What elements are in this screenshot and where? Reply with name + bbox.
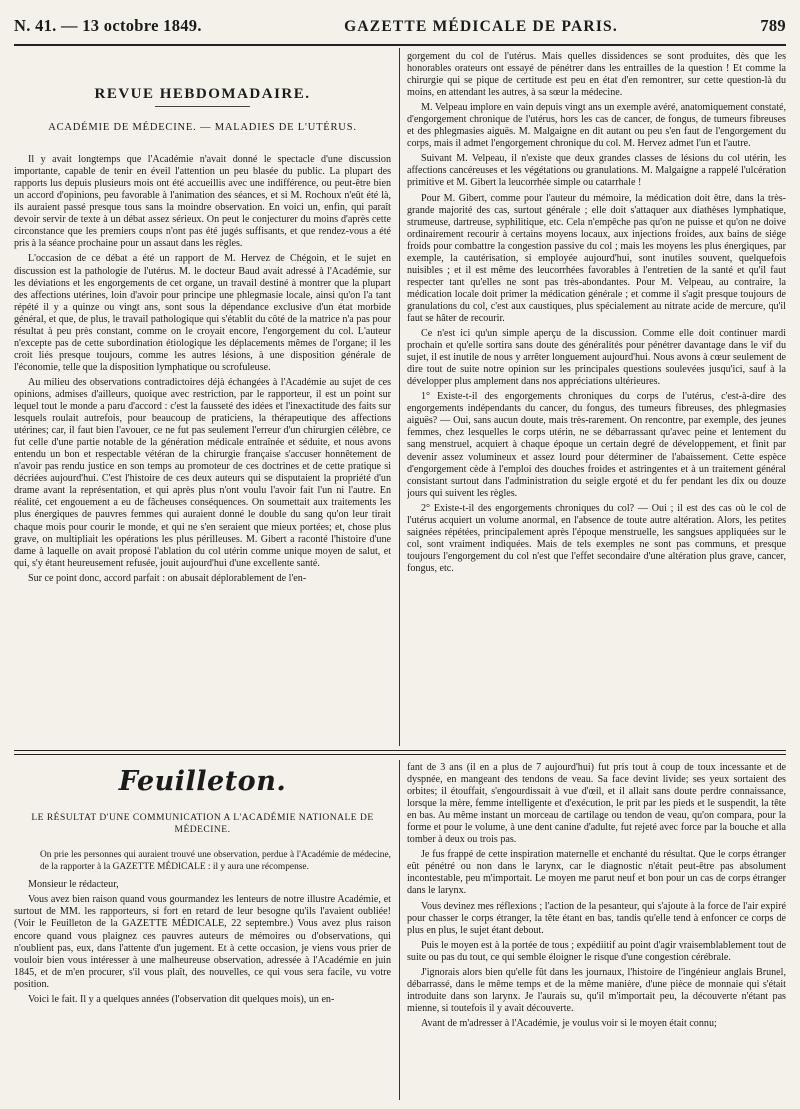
revue-paragraph-8: Pour M. Gibert, comme pour l'auteur du mémoire, la médication doit être, dans la très-grande majorité des cas, surtout générale ; elle doit s'attaquer aux diathèses lymphatique, strumeuse, dartreuse, syphilitique, etc. Cela n'empêche pas qu'on ne puisse et qu'on ne doive ordinairement recourir à certains moyens locaux, aux injections froides, aux bains de siége froids pour combattre la congestion passive du col ; mais les moyens les plus énergiques, par exemple, la cautérisation, si employée aujourd'hui, sont inutiles souvent, quelquefois nuisibles ; et il est même des leucorrhées favorables à l'entretien de la santé et qu'il faut respecter tant qu'elles ne sont pas très-abondantes. Pour M. Velpeau, au contraire, la médication locale doit primer la médication générale ; et comme il s'agit presque toujours de granulations du col, c'est aux caustiques, plus spécialement au nitrate acide de mercure, qu'il faut se hâter de recourir.: [407, 192, 786, 324]
feuilleton-notice: On prie les personnes qui auraient trouvé une observation, perdue à l'Académie de médecine, de la rapporter à la GAZETTE MÉDICALE : il y aura une récompense.: [40, 850, 391, 872]
revue-paragraph-9: Ce n'est ici qu'un simple aperçu de la discussion. Comme elle doit continuer mardi prochain et qu'elle sortira sans doute des généralités pour pénétrer davantage dans le vif du sujet, il est inutile de nous y arrêter longuement aujourd'hui. Nous avons à cœur seulement de dire tout de suite notre opinion sur les principales questions soulevées jusqu'ici, sauf à la développer plus amplement dans nos appréciations ultérieures.: [407, 328, 786, 388]
revue-subtitle: ACADÉMIE DE MÉDECINE. — MALADIES DE L'UTÉRUS.: [48, 122, 357, 134]
revue-paragraph-10: 1° Existe-t-il des engorgements chroniques du corps de l'utérus, c'est-à-dire des engorgements indépendants du cancer, du fongus, des tumeurs fibreuses, des phlegmasies aiguës? — Oui, sans aucun doute, mais très-rarement. On rencontre, par exemple, des jeunes femmes, chez lesquelles le corps utérin, ne se débarrassant qu'avec peine et lentement du sang menstruel, acquiert à chaque époque un certain degré de développement, et finit par devenir assez volumineux et assez lourd pour déterminer de l'abaissement. Cette espèce d'engorgement cède à l'emploi des douches froides et astringentes et à un traitement général consistant surtout dans l'administration du seigle ergoté et du fer pendant les dix ou douze jours qui suivent les règles.: [407, 391, 786, 499]
journal-title: GAZETTE MÉDICALE DE PARIS.: [344, 18, 618, 35]
revue-paragraph-2: L'occasion de ce débat a été un rapport de M. Hervez de Chégoin, et le sujet en discussion est la pathologie de l'utérus. M. le docteur Baud avait adressé à l'Académie, sur les déviations et les engorgements de cet organe, un travail destiné à montrer que la plupart des affections utérines, loin d'avoir pour principe une phlegmasie locale, ainsi qu'on l'a tant répété il y a quinze ou vingt ans, sont sous la dépendance exclusive d'un état morbide général, et que, de plus, le travail pathologique qui s'établit du côté de la matrice n'a pas pour résultat à peu près constant, comme on le croyait encore, l'engorgement du col. L'auteur n'excepte pas de cette subordination étiologique les déplacements mêmes de l'organe; il les croit liés presque toujours, comme les autres lésions, à une disposition générale de l'économie, telle que la disposition lymphatique ou scrofuleuse.: [14, 253, 391, 373]
revue-paragraph-3: Au milieu des observations contradictoires déjà échangées à l'Académie au sujet de ces opinions, admises d'ailleurs, quoique avec restriction, par le rapporteur, il est un point sur lequel tout le monde a paru d'accord : c'est la fausseté des idées et l'inexactitude des faits sur lesquels roulait autrefois, pour beaucoup de praticiens, la thérapeutique des affections utérines; car, il faut bien l'avouer, ce ne fut pas seulement l'erreur d'un chirurgien célèbre, ce fut celle d'une partie notable de la génération médicale entraînée et séduite, et nous avons entendu un bon et respectable vétéran de la chirurgie française s'accuser honnêtement de n'avoir pas rendu justice en son temps au promoteur de ces doctrines et de cette pratique si décriées aujourd'hui. C'est l'histoire de ces deux auteurs qui se disputaient la propriété d'un drame avant la représentation, et qui après plus n'ont voulu l'avoir fait l'un ni l'autre. En réalité, cet engouement a eu de fâcheuses conséquences. On soumettait aux traitements les plus énergiques de pauvres femmes qui auraient donné le double du sang qu'on leur tirait chaque mois pour courir le monde, et qui ne s'en seraient que mieux portées; et, chose plus grave, on multipliait les opérations les plus périlleuses. M. Gibert a raconté l'histoire d'une dame à laquelle on avait proposé l'ablation du col utérin comme unique moyen de salut, et qui, s'y étant heureusement refusée, jouit aujourd'hui d'une excellente santé.: [14, 376, 391, 569]
column-divider-top: [399, 48, 400, 746]
revue-left-column: [14, 58, 391, 746]
feuilleton-paragraph-8: Avant de m'adresser à l'Académie, je voulus voir si le moyen était connu;: [421, 1017, 717, 1029]
revue-title: REVUE HEBDOMADAIRE.: [94, 86, 311, 102]
issue-info: [14, 16, 202, 36]
feuilleton-paragraph-7: J'ignorais alors bien qu'elle fût dans les journaux, l'histoire de l'ingénieur anglais Brunel, débarrassé, dans le même temps et de la même manière, d'une pièce de monnaie qui s'était introduite dans son larynx. Je l'aurais su, qu'il m'importait peu, la découverte n'étant pas mienne, si toutefois il y avait découverte.: [407, 966, 786, 1014]
feuilleton-paragraph-3: fant de 3 ans (il en a plus de 7 aujourd'hui) fut pris tout à coup de toux incessante et de dyspnée, en mangeant des tendons de veau. Sa face devint livide; ses yeux sortaient des orbites; il étouffait, s'engourdissait à vue d'œil, et il allait sans doute perdre connaissance, lorsque la mère, femme intelligente et d'exécution, le prit par les pieds et le suspendit, la tête en bas. Au même instant un morceau de cartilage ou tendon de veau, qu'on compara, pour la forme et pour le volume, à une dent canine d'adulte, fut rejeté avec force par la bouche et alla tomber à deux ou trois pas.: [407, 762, 786, 846]
column-divider-bottom: [399, 760, 400, 1100]
page-number: 789: [760, 16, 786, 35]
feuilleton-rule-2: [14, 754, 786, 755]
revue-paragraph-6: M. Velpeau implore en vain depuis vingt ans un exemple avéré, anatomiquement constaté, d'engorgement chronique de l'utérus, hors les cas de cancer, de fongus, de tumeurs fibreuses et des phlegmasies aiguës. M. Malgaigne en dit autant ou peu s'en faut de l'engorgement du corps, mais il admet l'engorgement chronique du col. M. Hervez admet l'un et l'autre.: [407, 102, 786, 150]
feuilleton-paragraph-4: Je fus frappé de cette inspiration maternelle et enchanté du résultat. Que le corps étranger eût pénétré ou non dans le larynx, car le diagnostic n'était peut-être pas absolument incontestable, peu m'importait. Le moyen me parut neuf et bon pour un cas de corps étranger dans le larynx.: [407, 849, 786, 897]
feuilleton-left-column: [14, 762, 391, 1100]
feuilleton-paragraph-2: Voici le fait. Il y a quelques années (l'observation dit quelques mois), un en-: [28, 993, 335, 1005]
feuilleton-title: Feuilleton.: [118, 766, 287, 797]
issue-number: N. 41.: [14, 16, 57, 35]
revue-paragraph-1: Il y avait longtemps que l'Académie n'avait donné le spectacle d'une discussion importante, capable de tenir en éveil l'attention un peu blasée du public. La plupart des rapports lus depuis plusieurs mois ont été accueillis avec une indifférence, ou peut-être bien un accord d'opinions, peu favorable à l'animation des séances, et si M. Rochoux n'eût été là, ils auraient passé presque tous sans la moindre observation. En voici un, enfin, qui paraît devoir servir de texte à un débat assez sérieux. On peut le conjecturer du moins d'après cette circonstance que les premiers coups n'ont pas été jugés suffisants, et que rendez-vous a été pris à la séance prochaine pour un assaut dans les règles.: [14, 154, 391, 250]
feuilleton-right-column: [407, 762, 786, 1100]
feuilleton-rule-1: [14, 750, 786, 751]
revue-paragraph-5: gorgement du col de l'utérus. Mais quelles dissidences se sont produites, dès que les honorables orateurs ont essayé de pénétrer dans les entrailles de la question ! Et comme la chirurgie qui se pique de certitude est peu en état d'en remontrer, sur cette question-là du moins, en attendant les autres, à sa sœur la médecine.: [407, 51, 786, 99]
page-header: [14, 16, 786, 42]
revue-paragraph-4: Sur ce point donc, accord parfait : on abusait déplorablement de l'en-: [28, 572, 307, 584]
feuilleton-heading: LE RÉSULTAT D'UNE COMMUNICATION A L'ACADÉMIE NATIONALE DE MÉDECINE.: [31, 813, 374, 836]
feuilleton-paragraph-5: Vous devinez mes réflexions ; l'action de la pesanteur, qui s'ajoute à la force de l'air expiré pour chasser le corps étranger, la tête étant en bas, tandis qu'elle tend à enfoncer ce corps de plus en plus, le sujet étant debout.: [407, 900, 786, 936]
issue-date: — 13 octobre 1849.: [61, 16, 202, 35]
revue-paragraph-7: Suivant M. Velpeau, il n'existe que deux grandes classes de lésions du col utérin, les affections cancéreuses et les végétations ou granulations. M. Malgaigne a rappelé l'ulcération primitive et M. Gibert la leucorrhée simple ou catarrhale !: [407, 153, 786, 189]
revue-right-column: [407, 51, 786, 746]
feuilleton-salutation: Monsieur le rédacteur,: [28, 879, 119, 891]
header-rule: [14, 44, 786, 46]
feuilleton-paragraph-1: Vous avez bien raison quand vous gourmandez les lenteurs de notre illustre Académie, et surtout de MM. les rapporteurs, si fort en retard de leur besogne qu'ils l'avaient oubliée! (Voir le Feuilleton de la GAZETTE MÉDICALE, 22 septembre.) Vous avez plus raison encore quand vous plaignez ces pauvres auteurs de mémoires ou d'observations, qui n'oublient pas, eux, dans l'attente d'un jugement. Et à cette occasion, je viens vous prier de vouloir bien vous intéresser à une malheureuse observation, adressée à l'Académie en juin 1845, et de m'en procurer, s'il vous plaît, des nouvelles, ce qui vous sera facile, vu votre position.: [14, 894, 391, 990]
feuilleton-paragraph-6: Puis le moyen est à la portée de tous ; expédiitif au point d'agir vraisemblablement tout de suite ou pas du tout, ce qui semble éloigner le risque d'une congestion cérébrale.: [407, 939, 786, 963]
revue-paragraph-11: 2° Existe-t-il des engorgements chroniques du col? — Oui ; il est des cas où le col de l'utérus acquiert un volume anormal, en l'absence de toute autre altération. Alors, les petites saignées répétées, principalement après l'époque menstruelle, les sangsues appliquées sur le col, sont vraiment indiquées. Mais de tels exemples ne sont pas communs, et presque toujours l'engorgement du col n'est que l'effet secondaire d'une altération plus grave, cancer, fongus, etc.: [407, 502, 786, 574]
